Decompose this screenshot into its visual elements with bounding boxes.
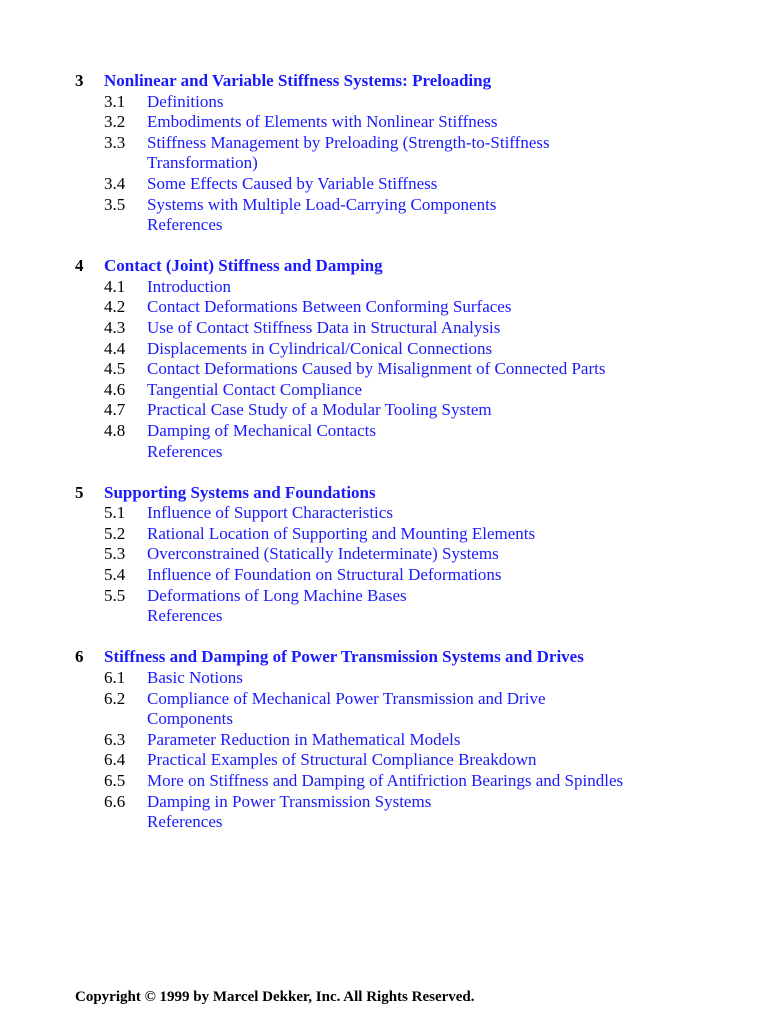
section-number: 4.6 <box>104 379 126 399</box>
section-number: 4.7 <box>104 400 126 420</box>
section-entry[interactable] <box>104 92 635 113</box>
section-title-link[interactable]: Introduction <box>147 276 232 296</box>
section-title-link[interactable]: Definitions <box>147 91 224 111</box>
section-number: 6.1 <box>104 667 126 687</box>
section-title-link[interactable]: Basic Notions <box>147 667 243 687</box>
section-entry[interactable] <box>104 730 635 751</box>
section-number: 3.5 <box>104 194 126 214</box>
section-title-link[interactable]: Contact Deformations Between Conforming Surfaces <box>147 297 512 317</box>
section-number: 4.8 <box>104 421 126 440</box>
section-entry[interactable] <box>104 359 635 380</box>
section-number: 6.2 <box>104 688 126 708</box>
chapter-number: 6 <box>75 647 84 667</box>
section-number: 5.4 <box>104 565 126 585</box>
section-entry[interactable] <box>104 668 635 689</box>
section-entry[interactable] <box>104 771 635 792</box>
section-entry[interactable] <box>104 195 635 216</box>
section-entry[interactable] <box>104 586 635 607</box>
section-number: 6.3 <box>104 729 126 749</box>
section-title-link[interactable]: Practical Case Study of a Modular Tooling System <box>147 400 492 420</box>
section-title-link[interactable]: Use of Contact Stiffness Data in Structural Analysis <box>147 318 501 338</box>
section-title-link[interactable]: Practical Examples of Structural Compliance Breakdown <box>147 750 537 770</box>
section-number: 4.3 <box>104 318 126 338</box>
section-title-link[interactable]: Stiffness Management by Preloading (Strength-to-Stiffness Transformation) <box>147 132 550 173</box>
section-title-link[interactable]: Rational Location of Supporting and Mounting Elements <box>147 523 536 543</box>
chapter-title-link[interactable]: Contact (Joint) Stiffness and Damping <box>104 256 383 276</box>
section-entry[interactable] <box>104 792 635 813</box>
section-number: 3.1 <box>104 91 126 111</box>
section-title-link[interactable]: Tangential Contact Compliance <box>147 379 363 399</box>
section-title-link[interactable]: Deformations of Long Machine Bases <box>147 585 407 605</box>
section-title-link[interactable]: Systems with Multiple Load-Carrying Components <box>147 194 497 214</box>
chapter-number: 3 <box>75 71 84 90</box>
section-entry[interactable] <box>104 750 635 771</box>
chapter-number: 4 <box>75 256 84 276</box>
section-entry[interactable] <box>104 277 635 298</box>
chapter-title-link[interactable]: Supporting Systems and Foundations <box>104 482 376 502</box>
section-entry[interactable] <box>104 133 635 174</box>
references-link[interactable]: References <box>147 812 223 832</box>
section-entry[interactable] <box>104 380 635 401</box>
section-title-link[interactable]: More on Stiffness and Damping of Antifriction Bearings and Spindles <box>147 770 624 790</box>
chapter-heading[interactable] <box>75 647 635 668</box>
chapter-heading[interactable] <box>75 256 635 277</box>
table-of-contents <box>75 71 635 853</box>
section-number: 4.5 <box>104 359 126 379</box>
section-title-link[interactable]: Overconstrained (Statically Indeterminate) Systems <box>147 544 499 564</box>
section-number: 6.4 <box>104 750 126 770</box>
section-title-link[interactable]: Parameter Reduction in Mathematical Models <box>147 729 461 749</box>
section-title-link[interactable]: Compliance of Mechanical Power Transmission and Drive Components <box>147 688 546 729</box>
section-title-link[interactable]: Contact Deformations Caused by Misalignment of Connected Parts <box>147 359 606 379</box>
chapter-5 <box>75 483 635 627</box>
chapter-3 <box>75 71 635 236</box>
section-entry[interactable] <box>104 174 635 195</box>
section-number: 6.5 <box>104 770 126 790</box>
section-entry[interactable] <box>104 421 635 442</box>
section-number: 5.2 <box>104 523 126 543</box>
section-number: 5.1 <box>104 503 126 523</box>
section-number: 3.2 <box>104 112 126 132</box>
section-entry[interactable] <box>104 318 635 339</box>
section-title-link[interactable]: Embodiments of Elements with Nonlinear Stiffness <box>147 112 498 132</box>
section-entry[interactable] <box>104 339 635 360</box>
section-title-link[interactable]: Displacements in Cylindrical/Conical Connections <box>147 338 493 358</box>
section-title-link[interactable]: Damping in Power Transmission Systems <box>147 791 432 811</box>
chapter-number: 5 <box>75 482 84 502</box>
section-entry[interactable] <box>104 112 635 133</box>
section-entry[interactable] <box>104 544 635 565</box>
section-entry[interactable] <box>104 297 635 318</box>
section-number: 3.3 <box>104 132 126 152</box>
chapter-4 <box>75 256 635 462</box>
section-number: 4.1 <box>104 276 126 296</box>
references-link[interactable]: References <box>147 215 223 235</box>
section-entry[interactable] <box>104 400 635 421</box>
section-entry[interactable] <box>104 565 635 586</box>
section-entry[interactable] <box>104 503 635 524</box>
section-title-link[interactable]: Damping of Mechanical Contacts <box>147 421 376 440</box>
section-entry[interactable] <box>104 524 635 545</box>
section-number: 5.5 <box>104 585 126 605</box>
section-number: 3.4 <box>104 173 126 193</box>
chapter-title-link[interactable]: Stiffness and Damping of Power Transmission Systems and Drives <box>104 647 584 667</box>
section-title-link[interactable]: Some Effects Caused by Variable Stiffness <box>147 173 438 193</box>
section-title-link[interactable]: Influence of Support Characteristics <box>147 503 393 523</box>
section-number: 4.4 <box>104 338 126 358</box>
chapter-heading[interactable] <box>75 71 635 92</box>
chapter-6 <box>75 647 635 832</box>
section-title-link[interactable]: Influence of Foundation on Structural Deformations <box>147 565 502 585</box>
chapter-title-link[interactable]: Nonlinear and Variable Stiffness Systems: Preloading <box>104 71 492 90</box>
references-link[interactable]: References <box>147 441 223 461</box>
copyright-notice: Copyright © 1999 by Marcel Dekker, Inc. All Rights Reserved. <box>75 989 475 1005</box>
chapter-heading[interactable] <box>75 483 635 504</box>
section-number: 6.6 <box>104 791 126 811</box>
section-number: 4.2 <box>104 297 126 317</box>
section-number: 5.3 <box>104 544 126 564</box>
section-entry[interactable] <box>104 689 635 730</box>
references-link[interactable]: References <box>147 606 223 626</box>
